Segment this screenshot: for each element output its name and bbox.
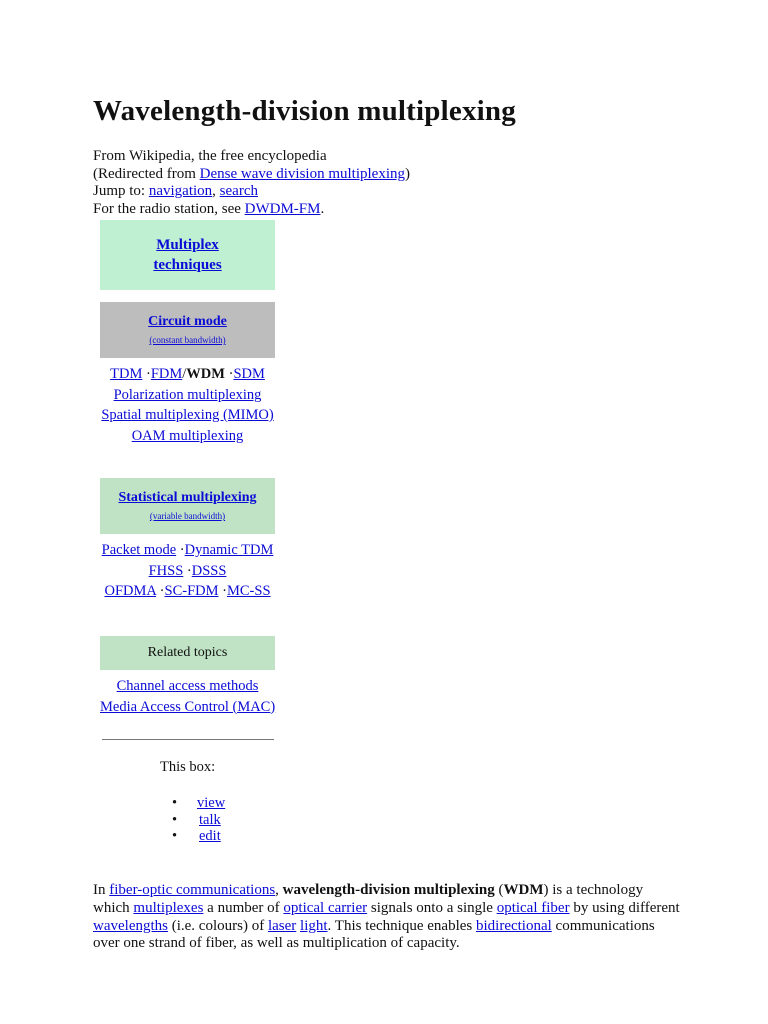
related-topics-list bbox=[100, 670, 275, 717]
statistical-list bbox=[100, 534, 275, 610]
fdm-link[interactable]: FDM bbox=[150, 366, 183, 382]
box-links bbox=[172, 795, 225, 845]
bullet-icon: • bbox=[172, 795, 178, 811]
separator-dot: · bbox=[224, 366, 234, 382]
box-link-item bbox=[172, 828, 225, 845]
text: ( bbox=[494, 882, 504, 898]
text: communications over one strand of fiber, as well as multiplication of capacity. bbox=[93, 917, 655, 952]
polarization-link[interactable]: Polarization multiplexing bbox=[113, 386, 262, 403]
jump-prefix: Jump to: bbox=[93, 183, 149, 199]
this-box-label: This box: bbox=[160, 759, 216, 775]
text: a number of bbox=[203, 899, 284, 916]
multiplex-techniques-link[interactable] bbox=[153, 235, 221, 275]
related-topics-header: Related topics bbox=[100, 636, 275, 670]
text: . This technique enables bbox=[327, 917, 476, 934]
jump-links bbox=[93, 183, 410, 201]
separator-dot: · bbox=[142, 366, 151, 382]
fhss-link[interactable]: FHSS bbox=[148, 562, 184, 579]
tdm-link[interactable]: TDM bbox=[110, 366, 143, 382]
laser-link[interactable]: laser bbox=[267, 917, 297, 934]
hatnote-prefix: For the radio station, see bbox=[93, 200, 245, 217]
packet-mode-link[interactable]: Packet mode bbox=[101, 542, 177, 558]
text: , bbox=[275, 882, 283, 898]
separator-dot: · bbox=[176, 542, 185, 558]
box-link-item bbox=[172, 795, 225, 812]
light-link[interactable]: light bbox=[300, 917, 328, 934]
statistical-section bbox=[100, 478, 275, 534]
header-line-1: Multiplex bbox=[156, 237, 219, 253]
separator-slash: / bbox=[182, 366, 187, 382]
separator-dot: · bbox=[218, 583, 227, 599]
statistical-multiplexing-link[interactable]: Statistical multiplexing bbox=[118, 490, 257, 505]
hatnote-suffix: . bbox=[320, 200, 325, 217]
dynamic-tdm-link[interactable]: Dynamic TDM bbox=[184, 542, 274, 558]
text: In bbox=[93, 882, 110, 898]
article-meta bbox=[93, 148, 410, 218]
circuit-mode-list bbox=[100, 358, 275, 460]
wdm-current: WDM bbox=[186, 366, 225, 382]
page-title: Wavelength-division multiplexing bbox=[93, 95, 516, 127]
bullet-icon: • bbox=[172, 811, 178, 828]
box-link-item bbox=[172, 812, 225, 829]
mac-link[interactable]: Media Access Control (MAC) bbox=[100, 698, 276, 715]
jump-separator: , bbox=[212, 183, 220, 199]
fiber-optic-link[interactable]: fiber-optic communications bbox=[109, 882, 276, 898]
oam-link[interactable]: OAM multiplexing bbox=[131, 427, 244, 444]
ofdma-link[interactable]: OFDMA bbox=[104, 583, 157, 599]
wavelengths-link[interactable]: wavelengths bbox=[93, 917, 168, 934]
wdm-full-term: wavelength-division multiplexing bbox=[282, 882, 495, 898]
navbox-header bbox=[100, 220, 275, 290]
redirect-link[interactable]: Dense wave division multiplexing bbox=[199, 165, 406, 182]
redirect-suffix: ) bbox=[405, 165, 411, 182]
hatnote bbox=[93, 201, 410, 219]
text: ) is a technology which bbox=[93, 882, 644, 916]
circuit-line-1 bbox=[100, 364, 275, 385]
wdm-abbrev: WDM bbox=[503, 882, 544, 898]
dsss-link[interactable]: DSSS bbox=[191, 562, 227, 579]
talk-link[interactable]: talk bbox=[199, 811, 221, 828]
sc-fdm-link[interactable]: SC-FDM bbox=[164, 583, 219, 599]
redirect-prefix: (Redirected from bbox=[93, 165, 200, 182]
intro-paragraph bbox=[93, 882, 683, 953]
separator-dot: · bbox=[156, 583, 165, 599]
multiplex-navbox bbox=[100, 220, 275, 717]
bidirectional-link[interactable]: bidirectional bbox=[475, 917, 552, 934]
separator-dot: · bbox=[183, 562, 192, 579]
dwdm-fm-link[interactable]: DWDM-FM bbox=[244, 200, 321, 217]
channel-access-link[interactable]: Channel access methods bbox=[116, 678, 259, 694]
tagline: From Wikipedia, the free encyclopedia bbox=[93, 148, 327, 164]
redirect-note bbox=[93, 166, 410, 184]
jump-navigation-link[interactable]: navigation bbox=[148, 183, 213, 199]
mc-ss-link[interactable]: MC-SS bbox=[226, 583, 271, 599]
multiplexes-link[interactable]: multiplexes bbox=[133, 899, 204, 916]
spatial-mimo-link[interactable]: Spatial multiplexing (MIMO) bbox=[101, 407, 274, 423]
text: signals onto a single bbox=[367, 899, 497, 916]
bullet-icon: • bbox=[172, 828, 178, 844]
optical-carrier-link[interactable]: optical carrier bbox=[283, 899, 368, 916]
header-line-2: techniques bbox=[153, 257, 222, 273]
circuit-mode-section bbox=[100, 302, 275, 358]
constant-bandwidth-link[interactable]: (constant bandwidth) bbox=[149, 335, 226, 345]
variable-bandwidth-link[interactable]: (variable bandwidth) bbox=[149, 511, 226, 521]
edit-link[interactable]: edit bbox=[199, 828, 221, 844]
sdm-link[interactable]: SDM bbox=[233, 366, 265, 382]
navbox-divider bbox=[102, 739, 274, 740]
view-link[interactable]: view bbox=[197, 795, 226, 811]
text: (i.e. colours) of bbox=[167, 917, 268, 934]
circuit-mode-link[interactable]: Circuit mode bbox=[148, 314, 227, 329]
text: by using different bbox=[569, 899, 680, 916]
jump-search-link[interactable]: search bbox=[219, 183, 258, 199]
optical-fiber-link[interactable]: optical fiber bbox=[496, 899, 570, 916]
